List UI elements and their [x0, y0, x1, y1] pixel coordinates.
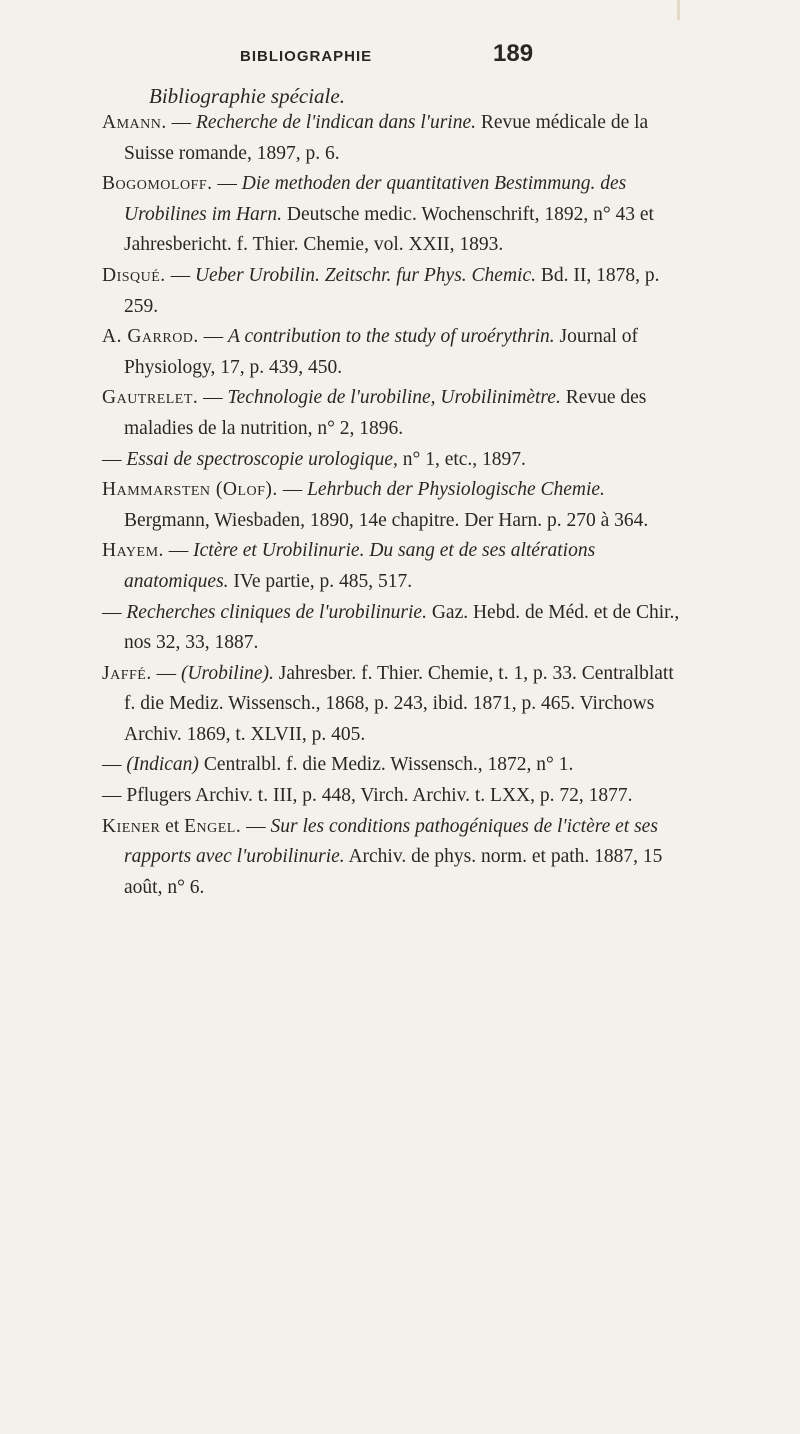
entry-title: A contribution to the study of uroérythrin. — [228, 326, 555, 348]
entry-details: Bd. II, 1878, p. 259. — [124, 264, 660, 317]
bibliography-entry — [102, 536, 682, 597]
entry-title: Essai de spectroscopie urologique, — [126, 448, 398, 470]
entry-title: Ictère et Urobilinurie. Du sang et de ses altérations anatomiques. — [124, 540, 596, 592]
entry-author: Kiener — [102, 815, 161, 837]
bibliography-entry — [102, 812, 682, 904]
entry-details: Bergmann, Wiesbaden, 1890, 14e chapitre. Der Harn. p. 270 à 364. — [124, 509, 649, 531]
entry-separator: — — [198, 387, 228, 409]
entry-separator: — — [277, 479, 308, 501]
page-smear-mark — [677, 0, 680, 20]
entry-title: Technologie de l'urobiline, Urobilinimètre. — [227, 387, 561, 409]
bibliography-entry — [102, 598, 682, 659]
entry-author: Hayem. — [102, 540, 164, 562]
entry-title: Ueber Urobilin. Zeitschr. fur Phys. Chemic. — [194, 264, 536, 286]
entry-lead: — — [102, 448, 127, 470]
entry-author: Gautrelet. — [102, 387, 199, 409]
section-title: Bibliographie spéciale. — [149, 84, 345, 108]
entry-details: Deutsche medic. Wochenschrift, 1892, n° 43 et Jahresbericht. f. Thier. Chemie, vol. XXII, 1893. — [124, 203, 654, 256]
entry-author: Jaffé. — [102, 662, 152, 684]
entry-details: n° 1, etc., 1897. — [397, 448, 526, 470]
bibliography-entry — [102, 659, 682, 751]
bibliography-entry — [102, 750, 682, 781]
entry-separator: — — [166, 112, 196, 133]
entry-details: Gaz. Hebd. de Méd. et de Chir., nos 32, 33, 1887. — [124, 601, 680, 654]
bibliography-entry — [102, 475, 682, 536]
entry-coauthor: Engel. — [184, 815, 242, 837]
bibliography-entry — [102, 169, 682, 261]
bibliography-entry — [102, 322, 682, 383]
entry-details: Revue des maladies de la nutrition, n° 2, 1896. — [124, 387, 647, 439]
entry-details: Journal of Physiology, 17, p. 439, 450. — [124, 326, 639, 378]
entry-lead: — — [102, 785, 127, 807]
bibliography-list — [102, 108, 682, 903]
page-header — [240, 40, 640, 80]
entry-author: Disqué. — [102, 264, 166, 286]
bibliography-entry — [102, 261, 682, 322]
page-number: 189 — [493, 40, 534, 67]
entry-separator: — — [212, 173, 242, 195]
entry-details: Jahresber. f. Thier. Chemie, t. 1, p. 33. Centralblatt f. die Mediz. Wissensch., 1868, p. 243, ibid. 1871, p. 465. Virchows Archiv. 1869, t. XLVII, p. 405. — [124, 662, 674, 745]
running-head: BIBLIOGRAPHIE — [240, 48, 373, 65]
entry-separator: — — [165, 264, 195, 286]
entry-title: Sur les conditions pathogéniques de l'ictère et ses rapports avec l'urobilinurie. — [124, 815, 658, 868]
entry-lead: — — [102, 601, 127, 623]
entry-details: Revue médicale de la Suisse romande, 1897, p. 6. — [124, 112, 649, 164]
entry-separator: — — [198, 326, 229, 348]
entry-title: Recherches cliniques de l'urobilinurie. — [126, 601, 427, 623]
entry-title: (Indican) — [126, 754, 199, 776]
bibliography-entry — [102, 383, 682, 444]
entry-details: Centralbl. f. die Mediz. Wissensch., 1872, n° 1. — [198, 754, 574, 776]
entry-author: Amann. — [102, 112, 167, 133]
entry-details: IVe partie, p. 485, 517. — [228, 570, 413, 592]
bibliography-entry — [102, 445, 682, 476]
entry-author: Hammarsten (Olof). — [102, 479, 278, 501]
entry-title: Recherche de l'indican dans l'urine. — [196, 112, 476, 133]
entry-details: Archiv. de phys. norm. et path. 1887, 15 août, n° 6. — [124, 846, 663, 898]
bibliography-entry — [102, 108, 682, 169]
entry-author: Bogomoloff. — [102, 173, 213, 195]
entry-lead: — — [102, 754, 127, 776]
entry-title: Lehrbuch der Physiologische Chemie. — [307, 479, 605, 501]
entry-separator: — — [151, 662, 181, 684]
entry-separator: — — [241, 815, 271, 837]
entry-title: Die methoden der quantitativen Bestimmung. des Urobilines im Harn. — [124, 173, 627, 225]
entry-title: (Urobiline). — [180, 662, 274, 684]
entry-separator: et — [160, 815, 185, 837]
bibliography-entry — [102, 781, 682, 812]
entry-author: A. Garrod. — [102, 326, 199, 348]
entry-separator: — — [163, 540, 194, 562]
entry-details: Pflugers Archiv. t. III, p. 448, Virch. Archiv. t. LXX, p. 72, 1877. — [126, 785, 633, 807]
